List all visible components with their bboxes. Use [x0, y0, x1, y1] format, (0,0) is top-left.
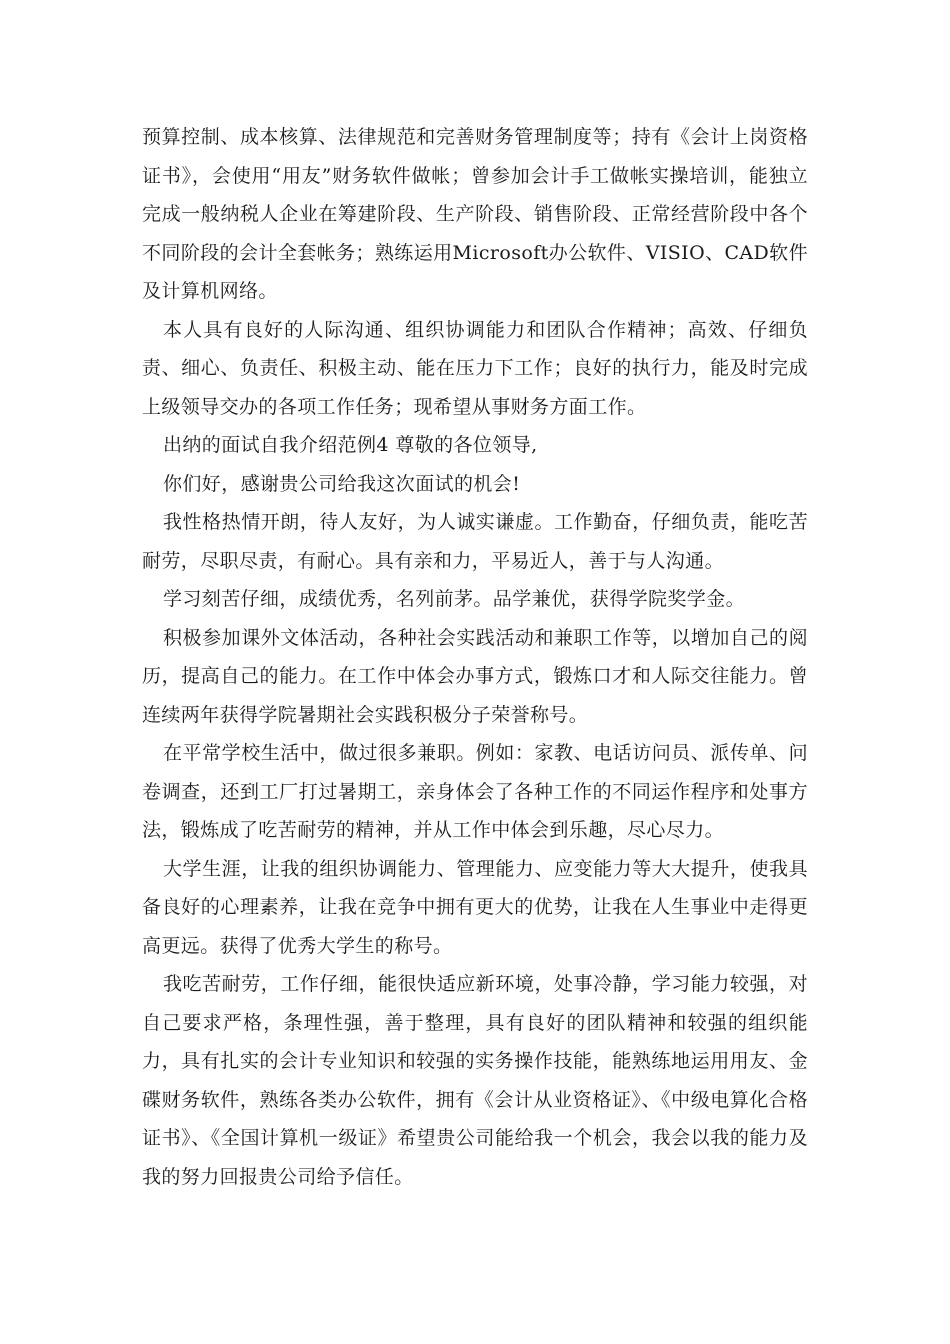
document-body — [142, 118, 808, 1196]
paragraph-5: 我性格热情开朗，待人友好，为人诚实谦虚。工作勤奋，仔细负责，能吃苦耐劳，尽职尽责，有耐心。具有亲和力，平易近人，善于与人沟通。 — [142, 511, 808, 572]
paragraph-6: 学习刻苦仔细，成绩优秀，名列前茅。品学兼优，获得学院奖学金。 — [163, 588, 746, 610]
paragraph-3: 出纳的面试自我介绍范例4 尊敬的各位领导, — [163, 434, 538, 456]
paragraph-9: 大学生涯，让我的组织协调能力、管理能力、应变能力等大大提升，使我具备良好的心理素养，让我在竞争中拥有更大的优势，让我在人生事业中走得更高更远。获得了优秀大学生的称号。 — [142, 857, 808, 957]
paragraph-4: 你们好，感谢贵公司给我这次面试的机会! — [163, 472, 521, 495]
paragraph-8: 在平常学校生活中，做过很多兼职。例如：家教、电话访问员、派传单、问卷调查，还到工厂打过暑期工，亲身体会了各种工作的不同运作程序和处事方法，锻炼成了吃苦耐劳的精神，并从工作中体会到乐趣，尽心尽力。 — [142, 742, 808, 841]
paragraph-10: 我吃苦耐劳，工作仔细，能很快适应新环境，处事冷静，学习能力较强，对自己要求严格，条理性强，善于整理，具有良好的团队精神和较强的组织能力，具有扎实的会计专业知识和较强的实务操作技能，能熟练地运用用友、金碟财务软件，熟练各类办公软件，拥有《会计从业资格证》、《中级电算化合格证书》、《全国计算机一级证》希望贵公司能给我一个机会，我会以我的能力及我的努力回报贵公司给予信任。 — [142, 973, 808, 1188]
paragraph-7: 积极参加课外文体活动，各种社会实践活动和兼职工作等，以增加自己的阅历，提高自己的能力。在工作中体会办事方式，锻炼口才和人际交往能力。曾连续两年获得学院暑期社会实践积极分子荣誉称号。 — [142, 626, 808, 726]
paragraph-2: 本人具有良好的人际沟通、组织协调能力和团队合作精神；高效、仔细负责、细心、负责任、积极主动、能在压力下工作；良好的执行力，能及时完成上级领导交办的各项工作任务；现希望从事财务方面工作。 — [142, 318, 808, 418]
paragraph-1: 预算控制、成本核算、法律规范和完善财务管理制度等；持有《会计上岗资格证书》，会使用“用友”财务软件做帐；曾参加会计手工做帐实操培训，能独立完成一般纳税人企业在筹建阶段、生产阶段、销售阶段、正常经营阶段中各个不同阶段的会计全套帐务；熟练运用Microsoft办公软件、VISIO、CAD软件及计算机网络。 — [142, 126, 808, 302]
